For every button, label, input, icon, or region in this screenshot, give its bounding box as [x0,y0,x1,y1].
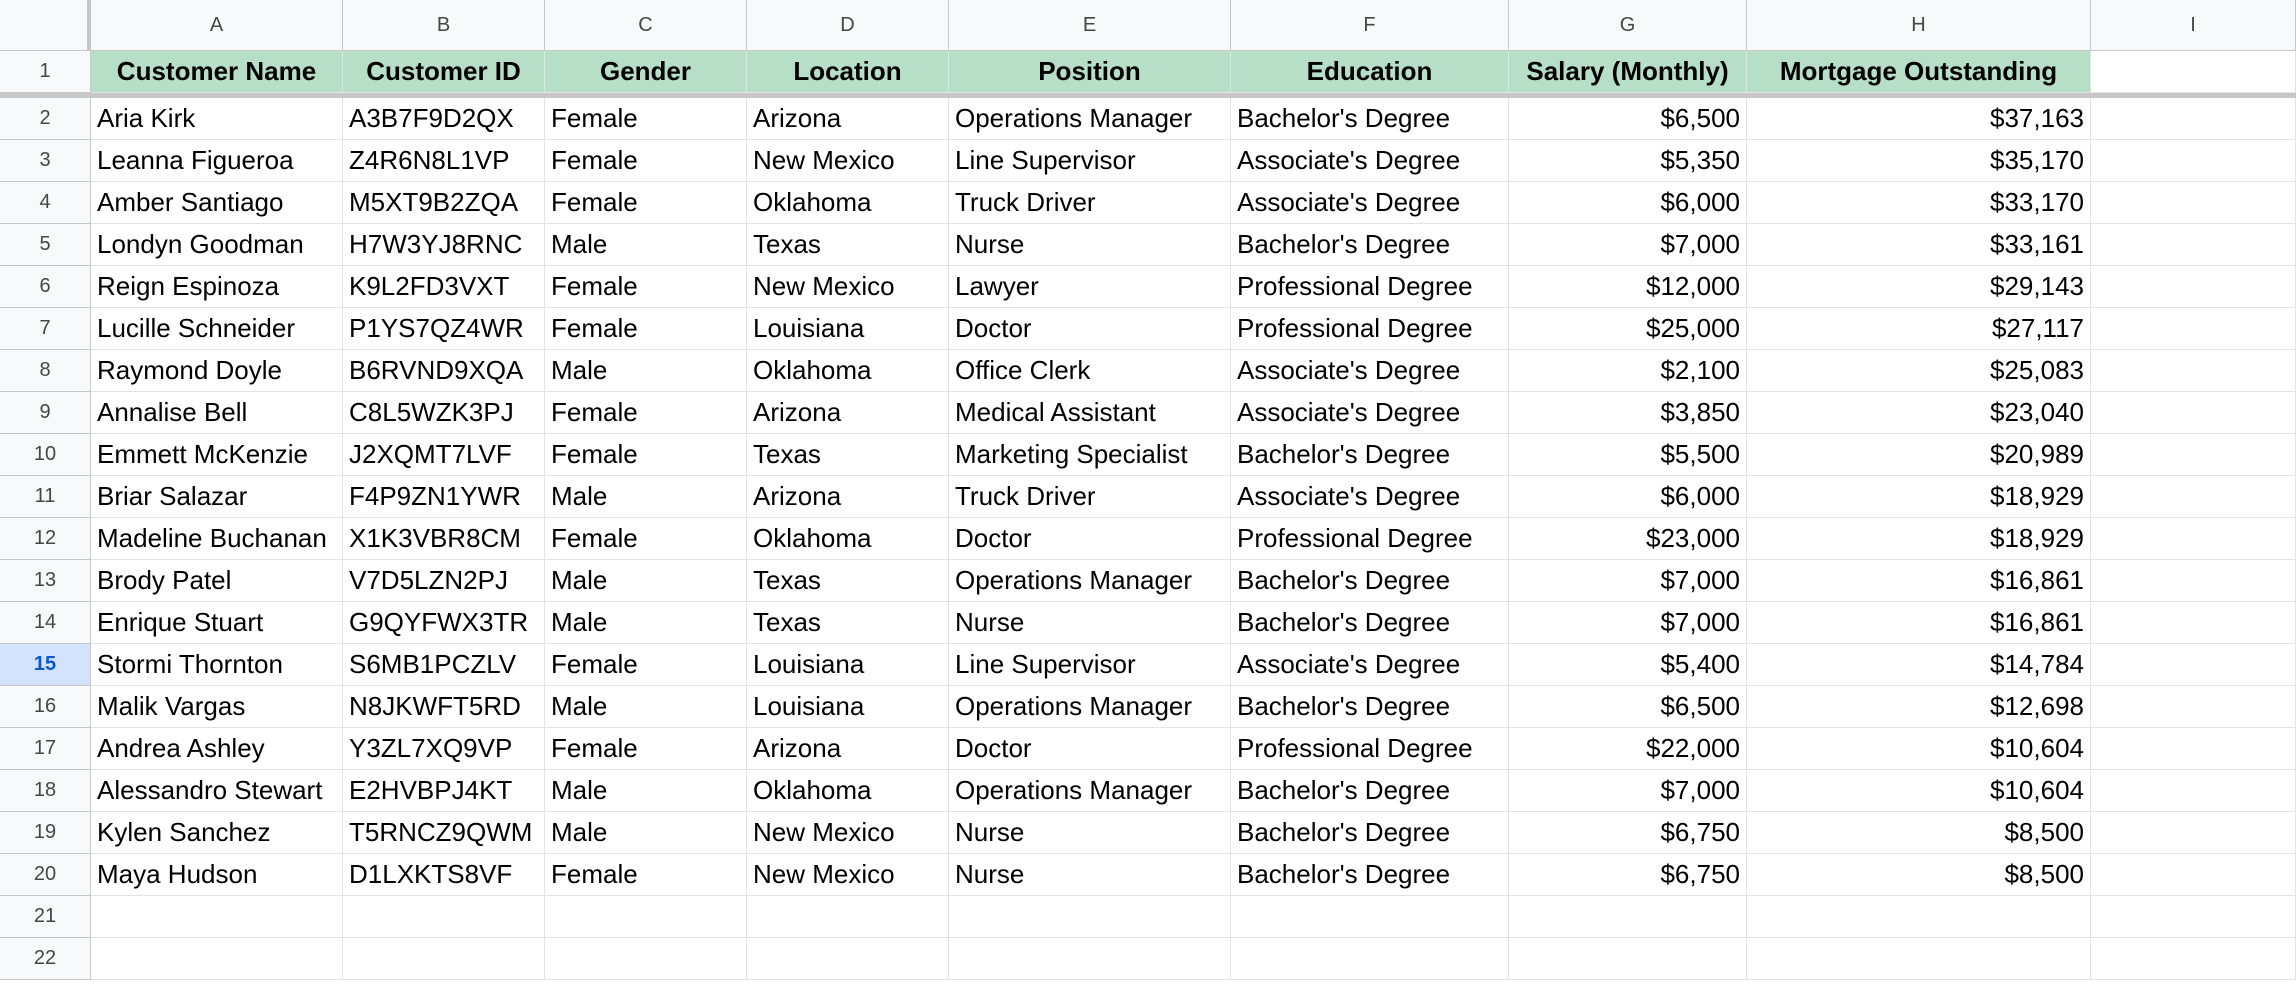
cell[interactable]: Associate's Degree [1231,476,1509,518]
cell[interactable]: Louisiana [747,686,949,728]
cell[interactable]: V7D5LZN2PJ [343,560,545,602]
cell[interactable]: Male [545,686,747,728]
cell[interactable]: Bachelor's Degree [1231,224,1509,266]
cell[interactable]: Female [545,182,747,224]
cell[interactable]: Nurse [949,602,1231,644]
cell[interactable] [343,896,545,938]
cell[interactable] [2091,602,2296,644]
cell[interactable]: Nurse [949,854,1231,896]
column-header-c[interactable]: C [545,0,747,51]
row-header-20[interactable]: 20 [0,854,91,896]
cell[interactable]: Arizona [747,728,949,770]
row-header-10[interactable]: 10 [0,434,91,476]
cell[interactable] [545,896,747,938]
cell[interactable]: Female [545,98,747,140]
cell[interactable]: Arizona [747,476,949,518]
row-header-22[interactable]: 22 [0,938,91,980]
header-cell[interactable]: Location [747,51,949,93]
cell[interactable]: $8,500 [1747,812,2091,854]
cell[interactable]: B6RVND9XQA [343,350,545,392]
cell[interactable]: Female [545,854,747,896]
cell[interactable]: Lucille Schneider [91,308,343,350]
cell[interactable]: Emmett McKenzie [91,434,343,476]
cell[interactable]: Line Supervisor [949,644,1231,686]
row-header-17[interactable]: 17 [0,728,91,770]
cell[interactable]: Bachelor's Degree [1231,770,1509,812]
cell[interactable]: Associate's Degree [1231,392,1509,434]
cell[interactable]: $6,000 [1509,182,1747,224]
cell[interactable]: $7,000 [1509,560,1747,602]
cell[interactable]: Female [545,434,747,476]
cell[interactable]: Medical Assistant [949,392,1231,434]
cell[interactable]: Oklahoma [747,770,949,812]
cell[interactable]: Male [545,560,747,602]
cell[interactable]: Female [545,140,747,182]
cell[interactable] [545,938,747,980]
cell[interactable] [91,896,343,938]
cell[interactable]: $7,000 [1509,770,1747,812]
cell[interactable]: $6,000 [1509,476,1747,518]
cell[interactable]: Aria Kirk [91,98,343,140]
cell[interactable]: Bachelor's Degree [1231,686,1509,728]
cell[interactable]: Nurse [949,224,1231,266]
cell[interactable]: Briar Salazar [91,476,343,518]
cell[interactable] [949,896,1231,938]
cell[interactable]: Operations Manager [949,770,1231,812]
cell[interactable] [2091,98,2296,140]
row-header-3[interactable]: 3 [0,140,91,182]
cell[interactable] [2091,518,2296,560]
cell[interactable]: Oklahoma [747,350,949,392]
row-header-1[interactable]: 1 [0,51,91,93]
cell[interactable]: Female [545,518,747,560]
cell[interactable]: $2,100 [1509,350,1747,392]
cell[interactable]: Texas [747,434,949,476]
cell[interactable]: Z4R6N8L1VP [343,140,545,182]
cell[interactable]: Truck Driver [949,182,1231,224]
header-cell[interactable]: Customer ID [343,51,545,93]
cell[interactable] [2091,224,2296,266]
cell[interactable]: $6,500 [1509,686,1747,728]
cell[interactable]: $20,989 [1747,434,2091,476]
frozen-row-divider[interactable] [0,93,2296,98]
cell[interactable]: $6,750 [1509,854,1747,896]
row-header-18[interactable]: 18 [0,770,91,812]
row-header-16[interactable]: 16 [0,686,91,728]
cell[interactable]: Female [545,392,747,434]
cell[interactable] [2091,140,2296,182]
cell[interactable]: $37,163 [1747,98,2091,140]
cell[interactable]: $25,000 [1509,308,1747,350]
cell[interactable]: E2HVBPJ4KT [343,770,545,812]
cell[interactable]: Male [545,770,747,812]
cell[interactable]: Texas [747,560,949,602]
cell[interactable]: New Mexico [747,812,949,854]
row-header-12[interactable]: 12 [0,518,91,560]
cell[interactable]: Bachelor's Degree [1231,812,1509,854]
cell[interactable]: H7W3YJ8RNC [343,224,545,266]
cell[interactable]: Operations Manager [949,686,1231,728]
cell[interactable]: Bachelor's Degree [1231,434,1509,476]
column-header-e[interactable]: E [949,0,1231,51]
cell[interactable]: Female [545,644,747,686]
row-header-2[interactable]: 2 [0,98,91,140]
cell[interactable]: Stormi Thornton [91,644,343,686]
cell[interactable]: Lawyer [949,266,1231,308]
cell[interactable]: Bachelor's Degree [1231,854,1509,896]
cell[interactable] [2091,51,2296,93]
cell[interactable]: Arizona [747,392,949,434]
cell[interactable]: Professional Degree [1231,518,1509,560]
header-cell[interactable]: Salary (Monthly) [1509,51,1747,93]
row-header-21[interactable]: 21 [0,896,91,938]
cell[interactable]: Oklahoma [747,518,949,560]
cell[interactable]: Doctor [949,308,1231,350]
header-cell[interactable]: Customer Name [91,51,343,93]
cell[interactable] [2091,770,2296,812]
cell[interactable] [1509,938,1747,980]
cell[interactable]: Doctor [949,728,1231,770]
cell[interactable]: Associate's Degree [1231,350,1509,392]
cell[interactable]: Amber Santiago [91,182,343,224]
cell[interactable]: Doctor [949,518,1231,560]
column-header-i[interactable]: I [2091,0,2296,51]
cell[interactable] [2091,476,2296,518]
cell[interactable]: $25,083 [1747,350,2091,392]
cell[interactable]: Male [545,350,747,392]
cell[interactable]: Leanna Figueroa [91,140,343,182]
cell[interactable]: Y3ZL7XQ9VP [343,728,545,770]
column-header-b[interactable]: B [343,0,545,51]
cell[interactable]: Operations Manager [949,98,1231,140]
cell[interactable]: Operations Manager [949,560,1231,602]
cell[interactable]: X1K3VBR8CM [343,518,545,560]
cell[interactable]: $22,000 [1509,728,1747,770]
column-header-h[interactable]: H [1747,0,2091,51]
cell[interactable]: P1YS7QZ4WR [343,308,545,350]
cell[interactable]: M5XT9B2ZQA [343,182,545,224]
cell[interactable]: Texas [747,224,949,266]
cell[interactable]: $5,400 [1509,644,1747,686]
cell[interactable] [1231,896,1509,938]
cell[interactable]: Texas [747,602,949,644]
cell[interactable] [2091,182,2296,224]
column-header-a[interactable]: A [91,0,343,51]
cell[interactable]: Oklahoma [747,182,949,224]
cell[interactable]: $7,000 [1509,602,1747,644]
cell[interactable]: Line Supervisor [949,140,1231,182]
cell[interactable] [2091,812,2296,854]
row-header-5[interactable]: 5 [0,224,91,266]
cell[interactable]: Female [545,266,747,308]
cell[interactable]: $33,170 [1747,182,2091,224]
header-cell[interactable]: Gender [545,51,747,93]
cell[interactable] [2091,350,2296,392]
cell[interactable] [747,938,949,980]
cell[interactable]: $3,850 [1509,392,1747,434]
cell[interactable]: $18,929 [1747,476,2091,518]
cell[interactable]: Malik Vargas [91,686,343,728]
column-header-f[interactable]: F [1231,0,1509,51]
cell[interactable]: Reign Espinoza [91,266,343,308]
cell[interactable] [2091,434,2296,476]
cell[interactable]: A3B7F9D2QX [343,98,545,140]
header-cell[interactable]: Education [1231,51,1509,93]
header-cell[interactable]: Mortgage Outstanding [1747,51,2091,93]
cell[interactable]: Female [545,728,747,770]
cell[interactable] [91,938,343,980]
cell[interactable]: Bachelor's Degree [1231,602,1509,644]
cell[interactable]: S6MB1PCZLV [343,644,545,686]
cell[interactable]: Male [545,602,747,644]
cell[interactable] [2091,392,2296,434]
cell[interactable]: Professional Degree [1231,308,1509,350]
cell[interactable] [2091,266,2296,308]
cell[interactable]: $12,698 [1747,686,2091,728]
cell[interactable]: Female [545,308,747,350]
cell[interactable]: Male [545,476,747,518]
row-header-13[interactable]: 13 [0,560,91,602]
row-header-11[interactable]: 11 [0,476,91,518]
cell[interactable]: Associate's Degree [1231,140,1509,182]
cell[interactable]: Marketing Specialist [949,434,1231,476]
cell[interactable]: K9L2FD3VXT [343,266,545,308]
row-header-15[interactable]: 15 [0,644,91,686]
cell[interactable] [949,938,1231,980]
cell[interactable]: Male [545,812,747,854]
cell[interactable]: Louisiana [747,644,949,686]
cell[interactable]: Truck Driver [949,476,1231,518]
cell[interactable]: Professional Degree [1231,266,1509,308]
cell[interactable]: $10,604 [1747,728,2091,770]
cell[interactable] [1747,938,2091,980]
cell[interactable] [343,938,545,980]
cell[interactable]: Bachelor's Degree [1231,560,1509,602]
cell[interactable]: Madeline Buchanan [91,518,343,560]
cell[interactable]: Annalise Bell [91,392,343,434]
select-all-corner[interactable] [0,0,91,51]
cell[interactable]: Arizona [747,98,949,140]
cell[interactable]: $5,500 [1509,434,1747,476]
cell[interactable]: Enrique Stuart [91,602,343,644]
cell[interactable]: J2XQMT7LVF [343,434,545,476]
cell[interactable] [2091,896,2296,938]
cell[interactable]: $16,861 [1747,602,2091,644]
cell[interactable]: F4P9ZN1YWR [343,476,545,518]
cell[interactable]: N8JKWFT5RD [343,686,545,728]
row-header-14[interactable]: 14 [0,602,91,644]
cell[interactable]: $6,500 [1509,98,1747,140]
cell[interactable]: C8L5WZK3PJ [343,392,545,434]
cell[interactable]: Alessandro Stewart [91,770,343,812]
cell[interactable]: Associate's Degree [1231,182,1509,224]
row-header-7[interactable]: 7 [0,308,91,350]
cell[interactable] [1231,938,1509,980]
cell[interactable]: Brody Patel [91,560,343,602]
cell[interactable]: Louisiana [747,308,949,350]
cell[interactable] [2091,854,2296,896]
row-header-4[interactable]: 4 [0,182,91,224]
cell[interactable]: Professional Degree [1231,728,1509,770]
cell[interactable]: $35,170 [1747,140,2091,182]
cell[interactable]: $12,000 [1509,266,1747,308]
cell[interactable]: $7,000 [1509,224,1747,266]
cell[interactable]: $14,784 [1747,644,2091,686]
cell[interactable]: Kylen Sanchez [91,812,343,854]
cell[interactable]: $10,604 [1747,770,2091,812]
cell[interactable]: New Mexico [747,266,949,308]
cell[interactable]: New Mexico [747,854,949,896]
cell[interactable]: Nurse [949,812,1231,854]
cell[interactable] [2091,644,2296,686]
cell[interactable] [2091,728,2296,770]
row-header-6[interactable]: 6 [0,266,91,308]
cell[interactable]: $23,000 [1509,518,1747,560]
cell[interactable]: $23,040 [1747,392,2091,434]
cell[interactable]: $29,143 [1747,266,2091,308]
cell[interactable]: Male [545,224,747,266]
cell[interactable]: $33,161 [1747,224,2091,266]
cell[interactable]: $5,350 [1509,140,1747,182]
cell[interactable]: Andrea Ashley [91,728,343,770]
header-cell[interactable]: Position [949,51,1231,93]
cell[interactable] [747,896,949,938]
cell[interactable]: Associate's Degree [1231,644,1509,686]
cell[interactable]: Londyn Goodman [91,224,343,266]
cell[interactable] [1509,896,1747,938]
row-header-8[interactable]: 8 [0,350,91,392]
cell[interactable]: Office Clerk [949,350,1231,392]
cell[interactable]: New Mexico [747,140,949,182]
cell[interactable]: $16,861 [1747,560,2091,602]
column-header-g[interactable]: G [1509,0,1747,51]
column-header-d[interactable]: D [747,0,949,51]
cell[interactable]: $6,750 [1509,812,1747,854]
cell[interactable]: Bachelor's Degree [1231,98,1509,140]
cell[interactable] [2091,308,2296,350]
cell[interactable] [2091,686,2296,728]
cell[interactable] [1747,896,2091,938]
cell[interactable]: $18,929 [1747,518,2091,560]
row-header-19[interactable]: 19 [0,812,91,854]
cell[interactable]: Raymond Doyle [91,350,343,392]
cell[interactable] [2091,938,2296,980]
cell[interactable]: G9QYFWX3TR [343,602,545,644]
cell[interactable] [2091,560,2296,602]
cell[interactable]: Maya Hudson [91,854,343,896]
cell[interactable]: $8,500 [1747,854,2091,896]
cell[interactable]: $27,117 [1747,308,2091,350]
cell[interactable]: D1LXKTS8VF [343,854,545,896]
cell[interactable]: T5RNCZ9QWM [343,812,545,854]
row-header-9[interactable]: 9 [0,392,91,434]
